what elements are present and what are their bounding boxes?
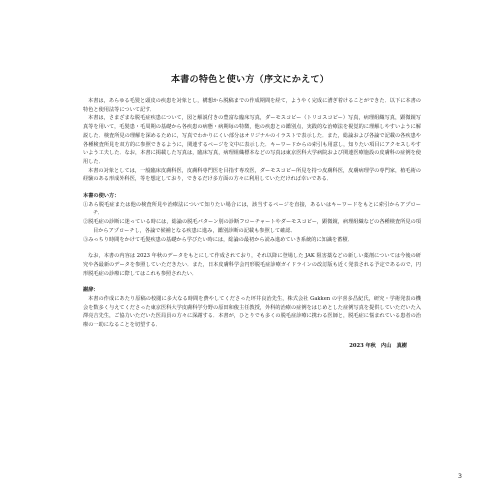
usage-item: ②脱毛症の診断に迷っている時には，総論の脱毛パターン別の診断フローチャートやダーモスコピー，顕微鏡，病理組織などの各種検査所見の項目からアプローチし，各論で候補となる疾患に進み，鑑別診断の記載も参照して確認． (83, 219, 421, 234)
page-title: 本書の特色と使い方（序文にかえて） (170, 75, 330, 85)
signature: 2023 年秋 内山 真樹 (349, 342, 407, 349)
usage-item: ③みっちり時間をかけて毛髪疾患の基礎から学びたい時には，総論の最初から読み進めていき系統的に知識を蓄積． (83, 236, 353, 243)
usage-item: ①あら脱毛症または他の検査所見や治療法について知りたい場合には，該当するページを直接，あるいはキーワードをもとに索引からアプローチ． (83, 201, 421, 217)
thanks-heading: 謝辞： (83, 287, 99, 294)
audience-paragraph: 本書の対象としては，一般臨床皮膚科医，皮膚科専門医を目指す専攻医，ダーモスコピー所見を持つ皮膚科医，皮膚病理学の専門家，植毛術の経験のある形成外科医，等を想定しており，できるだけ多方面の方々に利用していただければ幸いである． (83, 167, 421, 183)
intro-paragraph: 本書は，あらゆる毛髪と頭皮の疾患を対象とし，構想から脱稿までの作成期間を経て，ようやく完成に漕ぎ着けることができた．以下に本書の特色と使用法等について記す． (83, 98, 421, 113)
thanks-paragraph: 本書の作成にあたり原稿の校閲に多大なる時間を費やしてくださった坪井良治先生，株式会社 Gakken の宇喜多昌紀氏，研究・学術発表の機会を数多く与えてくださった東京医科大学皮膚科学分野の原田和俊主任教授，外科的治療の症例をはじめとした症例写真を提供していただいた入澤亮吉先生，ご協力いただいた医局員の方々に深謝する．本書が，ひとりでも多くの脱毛症診療に携わる医師と，脱毛症に悩まれている患者の治療の一助になることを切望する． (83, 296, 421, 329)
usage-heading: 本書の使い方： (83, 193, 120, 200)
closing-paragraph: なお，本書の内容は 2023 年秋のデータをもとにして作成されており，それ以降に登場した JAK 阻害薬などの新しい薬剤については今後の研究や各最新のデータを参照していただきたい．また，日本皮膚科学会円形脱毛症診療ガイドラインの改訂版も近く発表される予定であるので，円形脱毛症の診療に際してはこれも参照されたい． (83, 253, 421, 277)
page-number: 3 (457, 472, 462, 480)
features-paragraph: 本書は，さまざまな脱毛症疾患について，図と解説付きの豊富な臨床写真，ダーモスコピー（トリコスコピー）写真，病理組織写真，顕微鏡写真等を用いて，毛髪患・毛周期の基礎から各疾患の病態・病期毎の特徴，他の疾患との鑑別点，実践的な治療法を視覚的に理解しやすいように解説した．検査所見の理解を深めるために，写真でわかりにくい部分はオリジナルのイラストで表示した．また，総論および各論で記載の各疾患や各種検査所見を双方的に参照できるように，関連するページを文中に表示した．キーワードからの索引も用意し，知りたい項目にアクセスしやすいよう工夫した．なお，本書に掲載した写真は，臨床写真，病理組織標本などの写真は東京医科大学病院および関連医療施設の皮膚科の症例を使用した． (83, 115, 421, 165)
preface-body (83, 97, 421, 351)
